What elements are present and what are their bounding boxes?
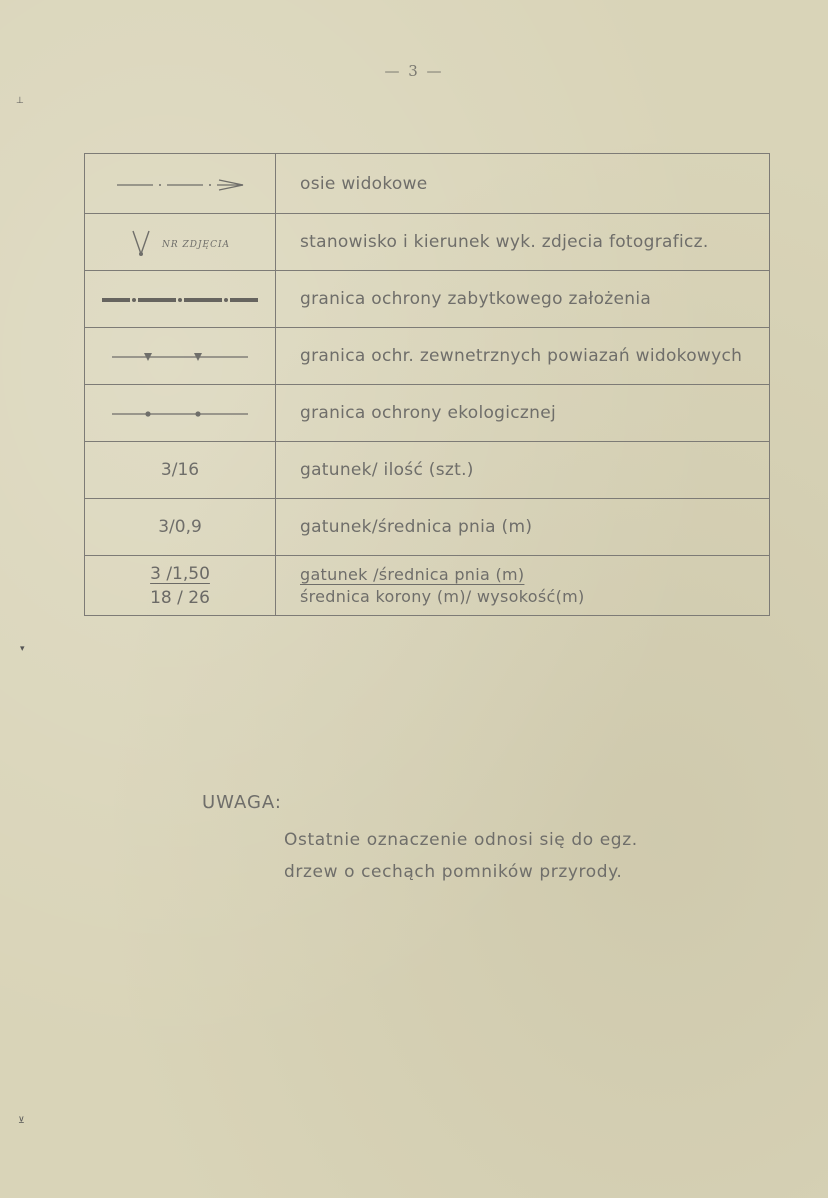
heritage-boundary-line-icon <box>100 295 260 305</box>
v-mark-icon <box>130 227 152 257</box>
fraction-bottom: 18 / 26 <box>150 587 210 608</box>
legend-label-top: gatunek /średnica pnia (m) <box>300 564 525 584</box>
dot-boundary-line-icon <box>110 407 250 421</box>
legend-label-bottom: średnica korony (m)/ wysokość(m) <box>300 586 585 606</box>
note-line: drzew o cechąch pomników przyrody. <box>284 862 623 882</box>
legend-row <box>85 271 770 328</box>
margin-mark: ⊥ <box>16 96 24 106</box>
legend-row <box>85 556 770 616</box>
legend-row <box>85 385 770 442</box>
note-line: Ostatnie oznaczenie odnosi się do egz. <box>284 830 638 850</box>
fraction-top: 3 /1,50 <box>150 563 210 584</box>
legend-label: granica ochrony zabytkowego założenia <box>276 271 770 328</box>
margin-mark: ▾ <box>20 644 25 654</box>
margin-mark: ⊻ <box>18 1116 25 1126</box>
species-diameter-code: 3/0,9 <box>158 517 202 537</box>
legend-symbol-cell <box>85 328 276 385</box>
triangle-boundary-line-icon <box>110 350 250 364</box>
view-axis-line-icon <box>115 178 245 192</box>
legend-table <box>84 153 770 616</box>
legend-row <box>85 328 770 385</box>
legend-symbol-cell <box>85 154 276 214</box>
legend-label: gatunek/średnica pnia (m) <box>276 499 770 556</box>
photo-number-label: NR ZDJĘCIA <box>161 239 231 250</box>
legend-symbol-cell <box>85 271 276 328</box>
legend-label: granica ochrony ekologicznej <box>276 385 770 442</box>
legend-symbol-cell <box>85 385 276 442</box>
legend-label: gatunek/ ilość (szt.) <box>276 442 770 499</box>
legend-row <box>85 154 770 214</box>
legend-row <box>85 214 770 271</box>
legend-label: osie widokowe <box>276 154 770 214</box>
page-number: — 3 — <box>384 62 444 80</box>
species-count-code: 3/16 <box>160 460 200 480</box>
legend-symbol-cell <box>85 499 276 556</box>
legend-label-two-line <box>276 556 770 616</box>
legend-row <box>85 442 770 499</box>
note-text <box>284 824 638 888</box>
legend-label: stanowisko i kierunek wyk. zdjecia fotograficz. <box>276 214 770 271</box>
legend-symbol-cell <box>85 442 276 499</box>
legend-row <box>85 499 770 556</box>
note-title: UWAGA: <box>202 792 282 813</box>
legend-symbol-cell <box>85 556 276 616</box>
legend-symbol-cell <box>85 214 276 271</box>
legend-label: granica ochr. zewnetrznych powiazań widokowych <box>276 328 770 385</box>
